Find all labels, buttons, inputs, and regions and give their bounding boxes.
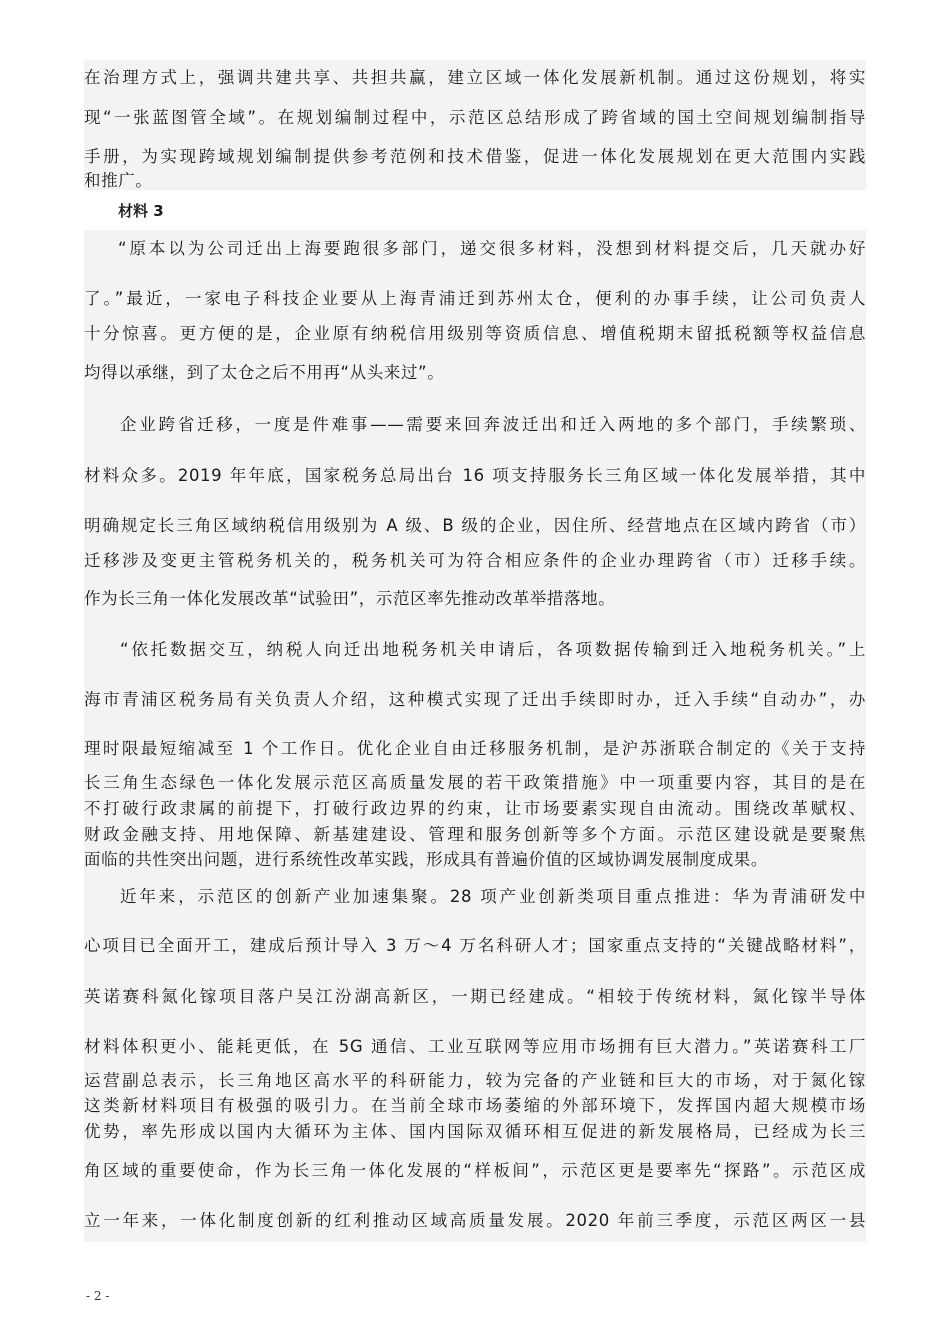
text-line: 企业跨省迁移，一度是件难事——需要来回奔波迁出和迁入两地的多个部门，手续繁琐、	[120, 415, 866, 434]
text-line: 作为长三角一体化发展改革“试验田”，示范区率先推动改革举措落地。	[84, 589, 616, 608]
text-line: 明确规定长三角区域纳税信用级别为 A 级、B 级的企业，因住所、经营地点在区域内跨省（市）	[84, 516, 866, 535]
text-line: 海市青浦区税务局有关负责人介绍，这种模式实现了迁出手续即时办，迁入手续“自动办”，办	[84, 690, 866, 709]
text-line: “依托数据交互，纳税人向迁出地税务机关申请后，各项数据传输到迁入地税务机关。”上	[120, 640, 866, 659]
text-line: 了。”最近，一家电子科技企业要从上海青浦迁到苏州太仓，便利的办事手续，让公司负责人	[84, 289, 866, 308]
text-line: 手册，为实现跨域规划编制提供参考范例和技术借鉴，促进一体化发展规划在更大范围内实践	[84, 147, 866, 166]
text-line: 材料体积更小、能耗更低，在 5G 通信、工业互联网等应用市场拥有巨大潜力。”英诺赛科工厂	[84, 1037, 866, 1056]
text-line: 近年来，示范区的创新产业加速集聚。28 项产业创新类项目重点推进：华为青浦研发中	[120, 887, 866, 906]
text-line: 立一年来，一体化制度创新的红利推动区域高质量发展。2020 年前三季度，示范区两区一县	[84, 1211, 866, 1230]
text-line: 迁移涉及变更主管税务机关的，税务机关可为符合相应条件的企业办理跨省（市）迁移手续。	[84, 551, 866, 570]
text-line: 在治理方式上，强调共建共享、共担共赢，建立区域一体化发展新机制。通过这份规划，将实	[84, 68, 866, 87]
text-line: 面临的共性突出问题，进行系统性改革实践，形成具有普遍价值的区域协调发展制度成果。	[84, 850, 768, 869]
text-line: 长三角生态绿色一体化发展示范区高质量发展的若干政策措施》中一项重要内容，其目的是在	[84, 773, 866, 792]
text-line: “原本以为公司迁出上海要跑很多部门，递交很多材料，没想到材料提交后，几天就办好	[118, 239, 866, 258]
text-line: 角区域的重要使命，作为长三角一体化发展的“样板间”，示范区更是要率先“探路”。示范区成	[84, 1161, 866, 1180]
text-line: 现“一张蓝图管全域”。在规划编制过程中，示范区总结形成了跨省域的国土空间规划编制指导	[84, 108, 866, 127]
text-line: 心项目已全面开工，建成后预计导入 3 万～4 万名科研人才；国家重点支持的“关键战略材料”，	[84, 936, 866, 955]
page-number: - 2 -	[86, 1289, 110, 1303]
text-line: 理时限最短缩减至 1 个工作日。优化企业自由迁移服务机制，是沪苏浙联合制定的《关于支持	[84, 739, 866, 758]
text-line: 和推广。	[84, 171, 153, 190]
text-line: 运营副总表示，长三角地区高水平的科研能力，较为完备的产业链和巨大的市场，对于氮化镓	[84, 1071, 866, 1090]
text-line: 英诺赛科氮化镓项目落户吴江汾湖高新区，一期已经建成。“相较于传统材料，氮化镓半导体	[84, 987, 866, 1006]
text-line: 均得以承继，到了太仓之后不用再“从头来过”。	[84, 363, 445, 382]
text-line: 这类新材料项目有极强的吸引力。在当前全球市场萎缩的外部环境下，发挥国内超大规模市场	[84, 1096, 866, 1115]
section-heading: 材料 3	[118, 202, 164, 220]
text-line: 财政金融支持、用地保障、新基建建设、管理和服务创新等多个方面。示范区建设就是要聚焦	[84, 825, 866, 844]
text-line: 十分惊喜。更方便的是，企业原有纳税信用级别等资质信息、增值税期末留抵税额等权益信息	[84, 324, 866, 343]
text-line: 材料众多。2019 年年底，国家税务总局出台 16 项支持服务长三角区域一体化发展举措，其中	[84, 466, 866, 485]
text-line: 优势，率先形成以国内大循环为主体、国内国际双循环相互促进的新发展格局，已经成为长三	[84, 1122, 866, 1141]
text-line: 不打破行政隶属的前提下，打破行政边界的约束，让市场要素实现自由流动。围绕改革赋权、	[84, 799, 866, 818]
